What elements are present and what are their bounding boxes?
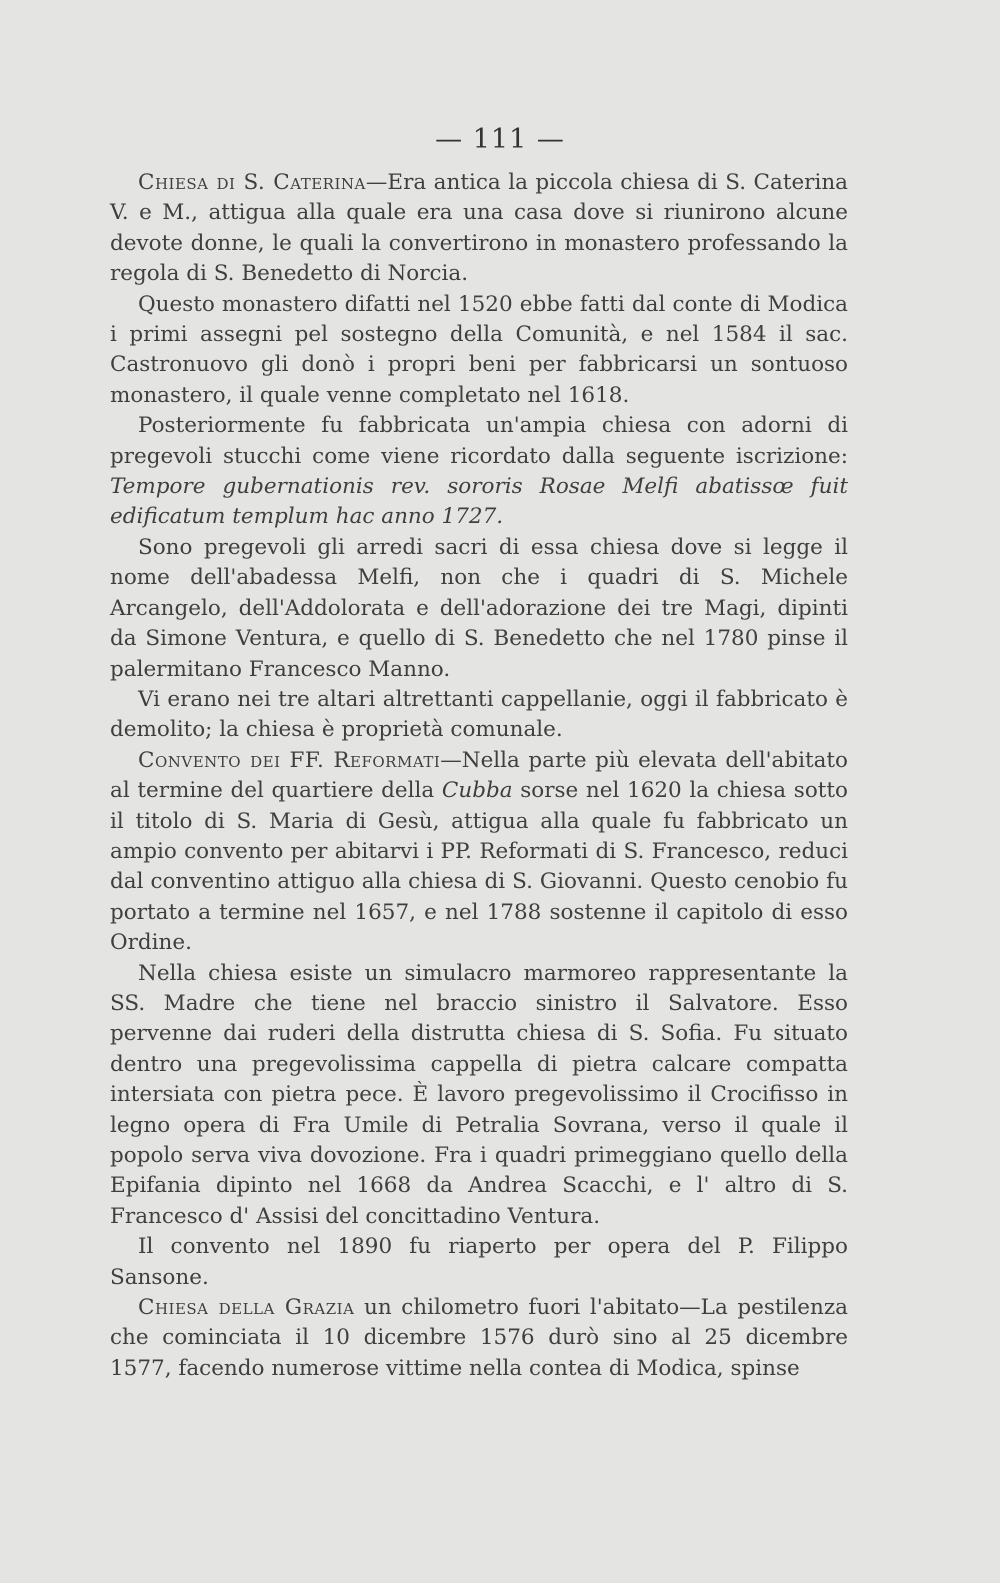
paragraph	[110, 290, 848, 412]
paragraph-text: —Nella parte più elevata dell'abitato al termine del quartiere della	[110, 747, 848, 804]
paragraph-text: un chilometro fuori l'abitato—La pestilenza che cominciata il 10 dicembre 1576 durò sino al 25 dicembre 1577, facendo numerose vittime nella contea di Modica, spinse	[110, 1295, 848, 1381]
paragraph-text: —Era antica la piccola chiesa di S. Caterina V. e M., attigua alla quale era una casa dove si riunirono alcune devote donne, le quali la convertirono in monastero professando la regola di S. Benedetto di Norcia.	[110, 170, 848, 287]
paragraph	[110, 411, 848, 533]
paragraph-text: Sono pregevoli gli arredi sacri di essa chiesa dove si legge il nome dell'abadessa Melfi, non che i quadri di S. Michele Arcangelo, dell'Addolorata e dell'adorazione dei tre Magi, dipinti da Simone Ventura, e quello di S. Benedetto che nel 1780 pinse il palermitano Francesco Manno.	[110, 534, 848, 682]
paragraph	[110, 1232, 848, 1293]
paragraph	[110, 533, 848, 685]
paragraph-text: Vi erano nei tre altari altrettanti cappellanie, oggi il fabbricato è demolito; la chiesa è proprietà comunale.	[110, 686, 848, 743]
paragraph	[110, 1293, 848, 1384]
body-text	[110, 168, 848, 1384]
paragraph-text: Posteriormente fu fabbricata un'ampia chiesa con adorni di pregevoli stucchi come viene ricordato dalla seguente iscrizione:	[110, 413, 848, 469]
section-heading: Convento dei FF. Reformati	[138, 747, 441, 773]
paragraph-text: sorse nel 1620 la chiesa sotto il titolo di S. Maria di Gesù, attigua alla quale fu fabbricato un ampio convento per abitarvi i PP. Reformati di S. Francesco, reduci dal conventino attiguo alla chiesa di S. Giovanni. Questo cenobio fu portato a termine nel 1657, e nel 1788 sostenne il capitolo di esso Ordine.	[110, 778, 848, 956]
paragraph-text: Il convento nel 1890 fu riaperto per opera del P. Filippo Sansone.	[110, 1234, 848, 1290]
section-heading: Chiesa di S. Caterina	[138, 170, 366, 195]
page-number: — 111 —	[435, 124, 565, 155]
place-name: Cubba	[441, 778, 513, 804]
section-heading: Chiesa della Grazia	[138, 1295, 355, 1321]
paragraph-text: Questo monastero difatti nel 1520 ebbe fatti dal conte di Modica i primi assegni pel sostegno della Comunità, e nel 1584 il sac. Castronuovo gli donò i propri beni per fabbricarsi un sontuoso monastero, il quale venne completato nel 1618.	[110, 291, 848, 408]
paragraph	[110, 168, 848, 290]
latin-inscription: Tempore gubernationis rev. sororis Rosae Melfi abatissœ fuit edificatum templum hac anno 1727.	[110, 474, 848, 530]
paragraph-text: Nella chiesa esiste un simulacro marmoreo rappresentante la SS. Madre che tiene nel braccio sinistro il Salvatore. Esso pervenne dai ruderi della distrutta chiesa di S. Sofia. Fu situato dentro una pregevolissima cappella di pietra calcare compatta intersiata con pietra pece. È lavoro pregevolissimo il Crocifisso in legno opera di Fra Umile di Petralia Sovrana, verso il quale il popolo serva viva dovozione. Fra i quadri primeggiano quello della Epifania dipinto nel 1668 da Andrea Scacchi, e l' altro di S. Francesco d' Assisi del concittadino Ventura.	[110, 960, 848, 1229]
paragraph	[110, 746, 848, 959]
paragraph	[110, 959, 848, 1233]
paragraph	[110, 685, 848, 746]
